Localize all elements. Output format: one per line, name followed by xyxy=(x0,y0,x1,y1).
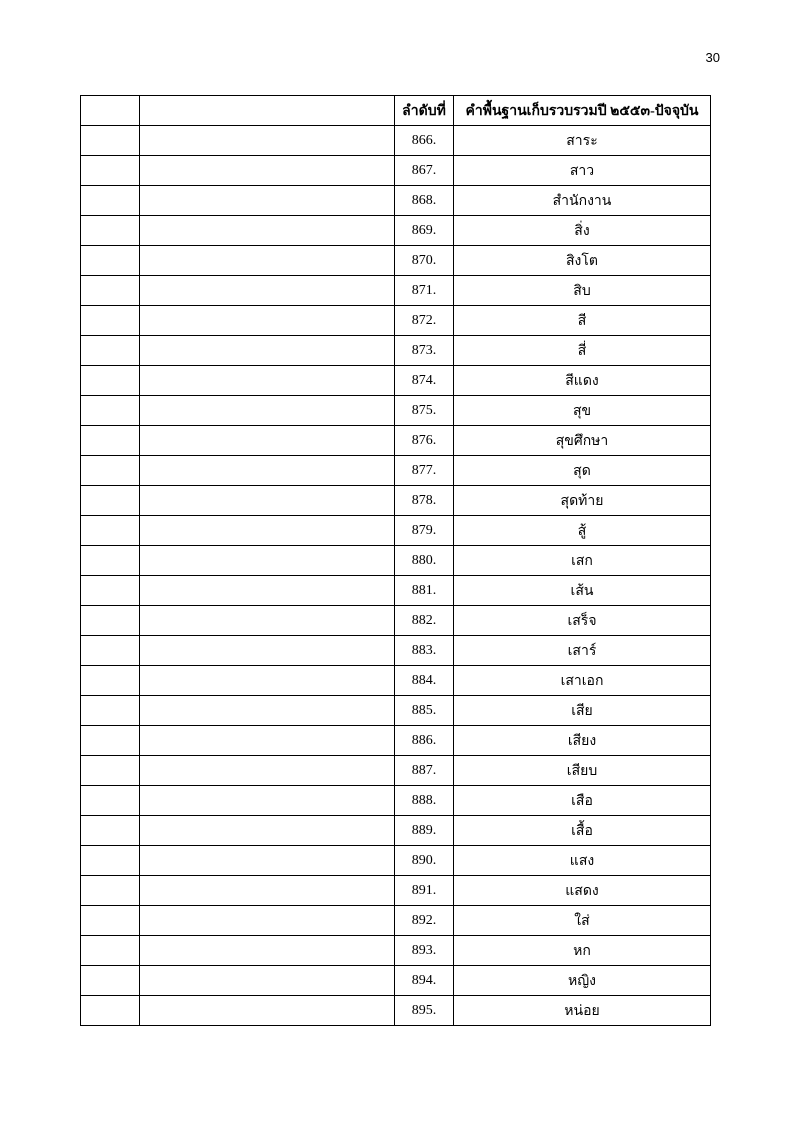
order-cell: 894. xyxy=(395,966,454,996)
table-row xyxy=(81,666,711,696)
empty-cell xyxy=(140,606,395,636)
table-row xyxy=(81,816,711,846)
word-cell: สี xyxy=(454,306,711,336)
table-row xyxy=(81,996,711,1026)
empty-cell xyxy=(140,786,395,816)
order-cell: 879. xyxy=(395,516,454,546)
word-cell: เสาร์ xyxy=(454,636,711,666)
word-cell: เสียง xyxy=(454,726,711,756)
order-cell: 884. xyxy=(395,666,454,696)
empty-cell xyxy=(140,366,395,396)
table-header-row xyxy=(81,96,711,126)
word-cell: สำนักงาน xyxy=(454,186,711,216)
empty-cell xyxy=(81,306,140,336)
empty-cell xyxy=(81,396,140,426)
table-row xyxy=(81,936,711,966)
table-row xyxy=(81,276,711,306)
empty-cell xyxy=(81,876,140,906)
empty-cell xyxy=(81,156,140,186)
page-number: 30 xyxy=(705,50,720,65)
table-row xyxy=(81,876,711,906)
empty-cell xyxy=(140,306,395,336)
order-cell: 870. xyxy=(395,246,454,276)
empty-cell xyxy=(81,486,140,516)
table-row xyxy=(81,696,711,726)
order-cell: 872. xyxy=(395,306,454,336)
empty-cell xyxy=(140,576,395,606)
empty-cell xyxy=(81,636,140,666)
word-cell: สาระ xyxy=(454,126,711,156)
table-row xyxy=(81,186,711,216)
word-cell: สุดท้าย xyxy=(454,486,711,516)
table-row xyxy=(81,546,711,576)
word-cell: สิ่ง xyxy=(454,216,711,246)
empty-cell xyxy=(81,546,140,576)
empty-cell xyxy=(140,516,395,546)
order-cell: 868. xyxy=(395,186,454,216)
order-cell: 885. xyxy=(395,696,454,726)
empty-cell xyxy=(81,516,140,546)
empty-cell xyxy=(140,156,395,186)
order-cell: 890. xyxy=(395,846,454,876)
empty-cell xyxy=(140,936,395,966)
table-row xyxy=(81,336,711,366)
header-order-label: ลำดับที่ xyxy=(395,96,454,126)
header-cell-empty-2 xyxy=(140,96,395,126)
order-cell: 891. xyxy=(395,876,454,906)
order-cell: 882. xyxy=(395,606,454,636)
word-cell: หน่อย xyxy=(454,996,711,1026)
empty-cell xyxy=(81,966,140,996)
order-cell: 880. xyxy=(395,546,454,576)
word-cell: หญิง xyxy=(454,966,711,996)
empty-cell xyxy=(81,936,140,966)
empty-cell xyxy=(140,906,395,936)
table-row xyxy=(81,216,711,246)
empty-cell xyxy=(140,756,395,786)
word-cell: สุข xyxy=(454,396,711,426)
table-row xyxy=(81,306,711,336)
order-cell: 873. xyxy=(395,336,454,366)
order-cell: 892. xyxy=(395,906,454,936)
empty-cell xyxy=(140,666,395,696)
word-cell: แสดง xyxy=(454,876,711,906)
empty-cell xyxy=(140,126,395,156)
empty-cell xyxy=(81,786,140,816)
empty-cell xyxy=(140,696,395,726)
order-cell: 893. xyxy=(395,936,454,966)
word-cell: เสก xyxy=(454,546,711,576)
empty-cell xyxy=(140,876,395,906)
order-cell: 874. xyxy=(395,366,454,396)
empty-cell xyxy=(81,426,140,456)
empty-cell xyxy=(81,576,140,606)
table-row xyxy=(81,426,711,456)
order-cell: 871. xyxy=(395,276,454,306)
table-row xyxy=(81,636,711,666)
empty-cell xyxy=(140,186,395,216)
table-row xyxy=(81,486,711,516)
table-row xyxy=(81,846,711,876)
empty-cell xyxy=(81,666,140,696)
order-cell: 876. xyxy=(395,426,454,456)
empty-cell xyxy=(81,816,140,846)
empty-cell xyxy=(81,606,140,636)
empty-cell xyxy=(140,336,395,366)
order-cell: 888. xyxy=(395,786,454,816)
empty-cell xyxy=(140,456,395,486)
order-cell: 883. xyxy=(395,636,454,666)
table-row xyxy=(81,906,711,936)
table-row xyxy=(81,576,711,606)
order-cell: 887. xyxy=(395,756,454,786)
word-cell: เสียบ xyxy=(454,756,711,786)
word-cell: เสร็จ xyxy=(454,606,711,636)
order-cell: 875. xyxy=(395,396,454,426)
empty-cell xyxy=(140,636,395,666)
table-row xyxy=(81,756,711,786)
table-row xyxy=(81,966,711,996)
table-row xyxy=(81,246,711,276)
header-cell-empty-1 xyxy=(81,96,140,126)
empty-cell xyxy=(140,816,395,846)
order-cell: 889. xyxy=(395,816,454,846)
empty-cell xyxy=(140,996,395,1026)
word-cell: สุขศึกษา xyxy=(454,426,711,456)
empty-cell xyxy=(81,126,140,156)
word-cell: สิงโต xyxy=(454,246,711,276)
word-cell: เสีย xyxy=(454,696,711,726)
empty-cell xyxy=(81,246,140,276)
order-cell: 881. xyxy=(395,576,454,606)
empty-cell xyxy=(140,726,395,756)
word-cell: หก xyxy=(454,936,711,966)
order-cell: 866. xyxy=(395,126,454,156)
empty-cell xyxy=(81,366,140,396)
empty-cell xyxy=(140,426,395,456)
empty-cell xyxy=(81,846,140,876)
table-row xyxy=(81,606,711,636)
word-cell: แสง xyxy=(454,846,711,876)
order-cell: 886. xyxy=(395,726,454,756)
table-row xyxy=(81,516,711,546)
empty-cell xyxy=(140,846,395,876)
empty-cell xyxy=(81,906,140,936)
word-cell: สุด xyxy=(454,456,711,486)
empty-cell xyxy=(81,996,140,1026)
order-cell: 869. xyxy=(395,216,454,246)
word-cell: เส้น xyxy=(454,576,711,606)
order-cell: 895. xyxy=(395,996,454,1026)
empty-cell xyxy=(81,336,140,366)
word-cell: เสือ xyxy=(454,786,711,816)
word-cell: สู้ xyxy=(454,516,711,546)
word-cell: สีแดง xyxy=(454,366,711,396)
table-row xyxy=(81,366,711,396)
table-row xyxy=(81,396,711,426)
empty-cell xyxy=(140,546,395,576)
empty-cell xyxy=(140,396,395,426)
word-cell: สาว xyxy=(454,156,711,186)
order-cell: 878. xyxy=(395,486,454,516)
table-row xyxy=(81,156,711,186)
table-row xyxy=(81,786,711,816)
empty-cell xyxy=(140,486,395,516)
empty-cell xyxy=(140,966,395,996)
empty-cell xyxy=(81,216,140,246)
word-cell: ใส่ xyxy=(454,906,711,936)
empty-cell xyxy=(81,696,140,726)
empty-cell xyxy=(140,276,395,306)
table-row xyxy=(81,726,711,756)
empty-cell xyxy=(140,246,395,276)
empty-cell xyxy=(81,186,140,216)
word-cell: สิบ xyxy=(454,276,711,306)
order-cell: 867. xyxy=(395,156,454,186)
empty-cell xyxy=(81,756,140,786)
empty-cell xyxy=(140,216,395,246)
table-row xyxy=(81,126,711,156)
word-cell: เสื้อ xyxy=(454,816,711,846)
header-word-label: คำพื้นฐานเก็บรวบรวมปี ๒๕๕๓-ปัจจุบัน xyxy=(454,96,711,126)
word-cell: สี่ xyxy=(454,336,711,366)
empty-cell xyxy=(81,456,140,486)
empty-cell xyxy=(81,726,140,756)
empty-cell xyxy=(81,276,140,306)
word-cell: เสาเอก xyxy=(454,666,711,696)
word-table xyxy=(80,95,711,1026)
table-row xyxy=(81,456,711,486)
order-cell: 877. xyxy=(395,456,454,486)
